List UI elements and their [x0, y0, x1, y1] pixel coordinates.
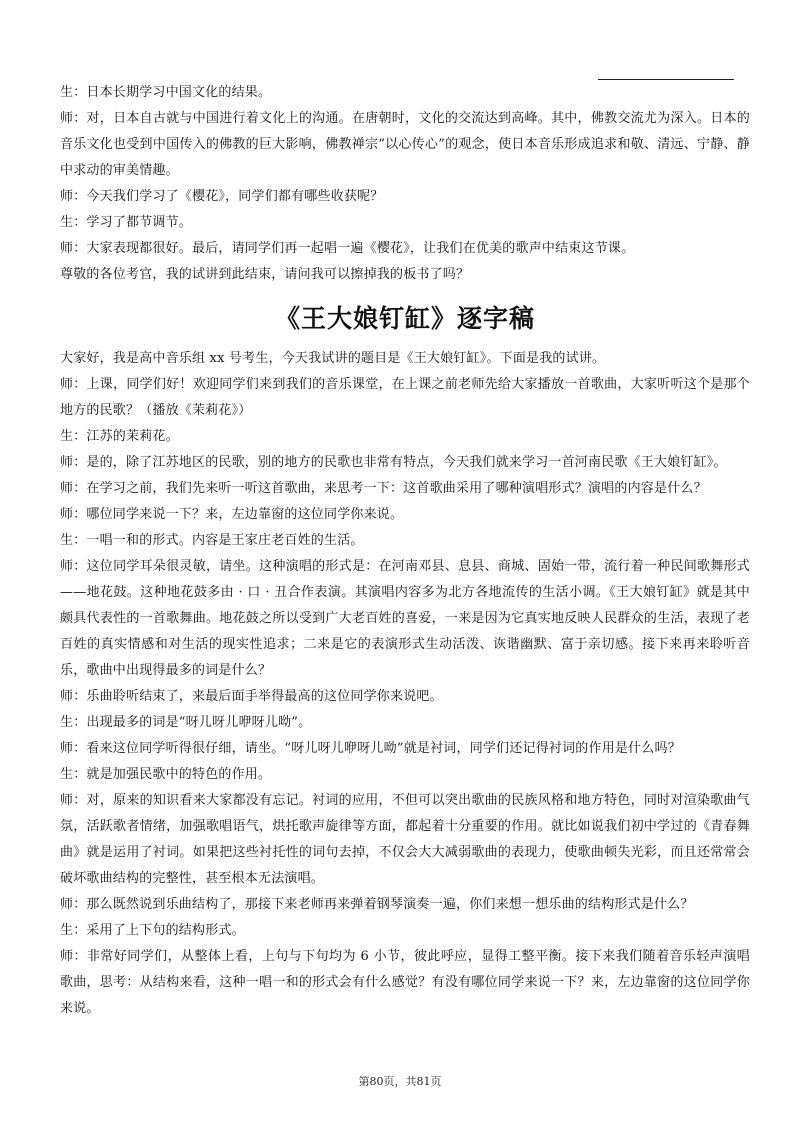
paragraph: 师：对，日本自古就与中国进行着文化上的沟通。在唐朝时，文化的交流达到高峰。其中，佛教交流尤为深入。日本的音乐文化也受到中国传入的佛教的巨大影响，佛教禅宗“以心传心”的观念，使日本音乐形成追求和敬、清远、宁静、静中求动的审美情趣。: [60, 111, 750, 178]
paragraph: 尊敬的各位考官，我的试讲到此结束，请问我可以擦掉我的板书了吗？: [60, 267, 470, 282]
page-number: 第80页，共81页: [358, 1075, 442, 1088]
paragraph: 师：上课，同学们好！欢迎同学们来到我们的音乐课堂，在上课之前老师先给大家播放一首歌曲，大家听听这个是那个地方的民歌？（播放《茉莉花》）: [60, 377, 750, 418]
paragraph: 师：大家表现都很好。最后，请同学们再一起唱一遍《樱花》，让我们在优美的歌声中结束这节课。: [60, 241, 635, 256]
section-title: 《王大娘钉缸》逐字稿: [274, 304, 535, 333]
paragraph: 生：江苏的茉莉花。: [60, 429, 179, 444]
paragraph: 大家好，我是高中音乐组 xx 号考生，今天我试讲的题目是《王大娘钉缸》。下面是我的试讲。: [60, 351, 606, 366]
paragraph: 师：是的，除了江苏地区的民歌，别的地方的民歌也非常有特点，今天我们就来学习一首河南民歌《王大娘钉缸》。: [60, 455, 727, 470]
paragraph: 师：看来这位同学听得很仔细，请坐。“呀儿呀儿咿呀儿呦”就是衬词，同学们还记得衬词的作用是什么吗？: [60, 741, 681, 756]
paragraph: 生：学习了都节调节。: [60, 215, 193, 230]
paragraph: 生：出现最多的词是“呀儿呀儿咿呀儿呦”。: [60, 715, 312, 730]
paragraph: 师：非常好同学们，从整体上看，上句与下句均为 6 小节，彼此呼应，显得工整平衡。接下来我们随着音乐轻声演唱歌曲，思考：从结构来看，这种一唱一和的形式会有什么感觉？有没有哪位同学来说一下？来，左边靠窗的这位同学你来说。: [60, 949, 750, 1016]
paragraph: 师：乐曲聆听结束了，来最后面手举得最高的这位同学你来说吧。: [60, 689, 443, 704]
paragraph: 生：一唱一和的形式。内容是王家庄老百姓的生活。: [60, 533, 364, 548]
page-content: [60, 80, 750, 1022]
paragraph: 师：那么既然说到乐曲结构了，那接下来老师再来弹着钢琴演奏一遍，你们来想一想乐曲的结构形式是什么？: [60, 897, 694, 912]
paragraph: 师：对，原来的知识看来大家都没有忘记。衬词的应用，不但可以突出歌曲的民族风格和地方特色，同时对渲染歌曲气氛，活跃歌者情绪，加强歌唱语气，烘托歌声旋律等方面，都起着十分重要的作用。就比如说我们初中学过的《青春舞曲》就是运用了衬词。如果把这些衬托性的词句去掉，不仅会大大减弱歌曲的表现力，使歌曲顿失光彩，而且还常常会破坏歌曲结构的完整性，甚至根本无法演唱。: [60, 793, 750, 886]
paragraph: 师：今天我们学习了《樱花》，同学们都有哪些收获呢？: [60, 189, 384, 204]
paragraph: 生：日本长期学习中国文化的结果。: [60, 85, 272, 100]
paragraph: 师：在学习之前，我们先来听一听这首歌曲，来思考一下：这首歌曲采用了哪种演唱形式？演唱的内容是什么？: [60, 481, 707, 496]
paragraph: 生：就是加强民歌中的特色的作用。: [60, 767, 272, 782]
paragraph: 生：采用了上下句的结构形式。: [60, 923, 245, 938]
paragraph: 师：这位同学耳朵很灵敏，请坐。这种演唱的形式是：在河南邓县、息县、商城、固始一带，流行着一种民间歌舞形式——地花鼓。这种地花鼓多由 · 口 · 丑合作表演。其演唱内容多为北方各地流传的生活小调。《王大娘钉缸》就是其中颇具代表性的一首歌舞曲。地花鼓之所以受到广大老百姓的喜爱，一来是因为它真实地反映人民群众的生活，表现了老百姓的真实情感和对生活的现实性追求；二来是它的表演形式生动活泼、诙谐幽默、富于亲切感。接下来再来聆听音乐，歌曲中出现得最多的词是什么？: [60, 559, 750, 678]
paragraph: 师：哪位同学来说一下？来，左边靠窗的这位同学你来说。: [60, 507, 404, 522]
